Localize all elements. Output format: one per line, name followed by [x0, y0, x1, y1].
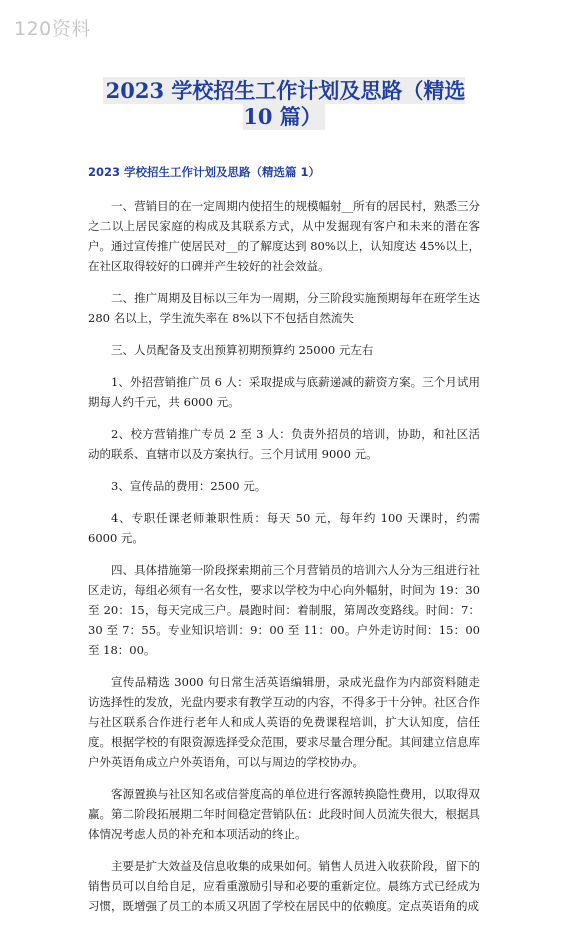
page-title-text: 2023 学校招生工作计划及思路（精选 10 篇） [103, 77, 466, 130]
paragraph: 3、宣传品的费用：2500 元。 [111, 479, 267, 493]
paragraph: 主要是扩大效益及信息收集的成果如何。销售人员进入收获阶段，留下的销售员可以自给自足，应看重激励引导和必要的重新定位。晨练方式已经成为习惯，既增强了员工的本质又巩固了学校在居民中的依赖度。定点英语角的成 [88, 859, 480, 913]
paragraph: 三、人员配备及支出预算初期预算约 25000 元左右 [111, 343, 374, 357]
page-title [88, 78, 480, 130]
document-body [88, 196, 480, 928]
paragraph: 二、推广周期及目标以三年为一周期，分三阶段实施预期每年在班学生达 280 名以上，学生流失率在 8%以下不包括自然流失 [88, 291, 480, 325]
paragraph: 1、外招营销推广员 6 人：采取提成与底薪递减的薪资方案。三个月试用期每人约千元，共 6000 元。 [88, 375, 480, 409]
paragraph: 四、具体措施第一阶段探索期前三个月营销员的培训六人分为三组进行社区走访，每组必须有一名女性，要求以学校为中心向外幅射，时间为 19：30 至 20：15，每天完成三户。晨跑时间：着制服，第周改变路线。时间：7：30 至 7：55。专业知识培训：9：00 至 11：00。户外走访时间：15：00 至 18：00。 [88, 563, 480, 657]
paragraph: 客源置换与社区知名或信誉度高的单位进行客源转换隐性费用，以取得双赢。第二阶段拓展期二年时间稳定营销队伍：此段时间人员流失很大，根据具体情况考虑人员的补充和本项活动的终止。 [88, 787, 480, 841]
paragraph: 4、专职任课老师兼职性质：每天 50 元，每年约 100 天课时，约需 6000 元。 [88, 511, 480, 545]
watermark-logo: 120资料 [14, 18, 91, 40]
paragraph: 2、校方营销推广专员 2 至 3 人：负责外招员的培训，协助，和社区活动的联系、直辖市以及方案执行。三个月试用 9000 元。 [88, 427, 480, 461]
section-heading: 2023 学校招生工作计划及思路（精选篇 1） [88, 165, 321, 179]
paragraph: 宣传品精选 3000 句日常生活英语编辑册，录成光盘作为内部资料随走访选择性的发放，光盘内要求有教学互动的内容，不得多于十分钟。社区合作与社区联系合作进行老年人和成人英语的免费课程培训，扩大认知度，信任度。根据学校的有限资源选择受众范围，要求尽量合理分配。其间建立信息库户外英语角成立户外英语角，可以与周边的学校协办。 [88, 675, 480, 769]
paragraph: 一、营销目的在一定周期内使招生的规模幅射__所有的居民村，熟悉三分之二以上居民家庭的构成及其联系方式，从中发掘现有客户和未来的潜在客户。通过宣传推广使居民对__的了解度达到 80%以上，认知度达 45%以上，在社区取得较好的口碑并产生较好的社会效益。 [88, 199, 480, 273]
